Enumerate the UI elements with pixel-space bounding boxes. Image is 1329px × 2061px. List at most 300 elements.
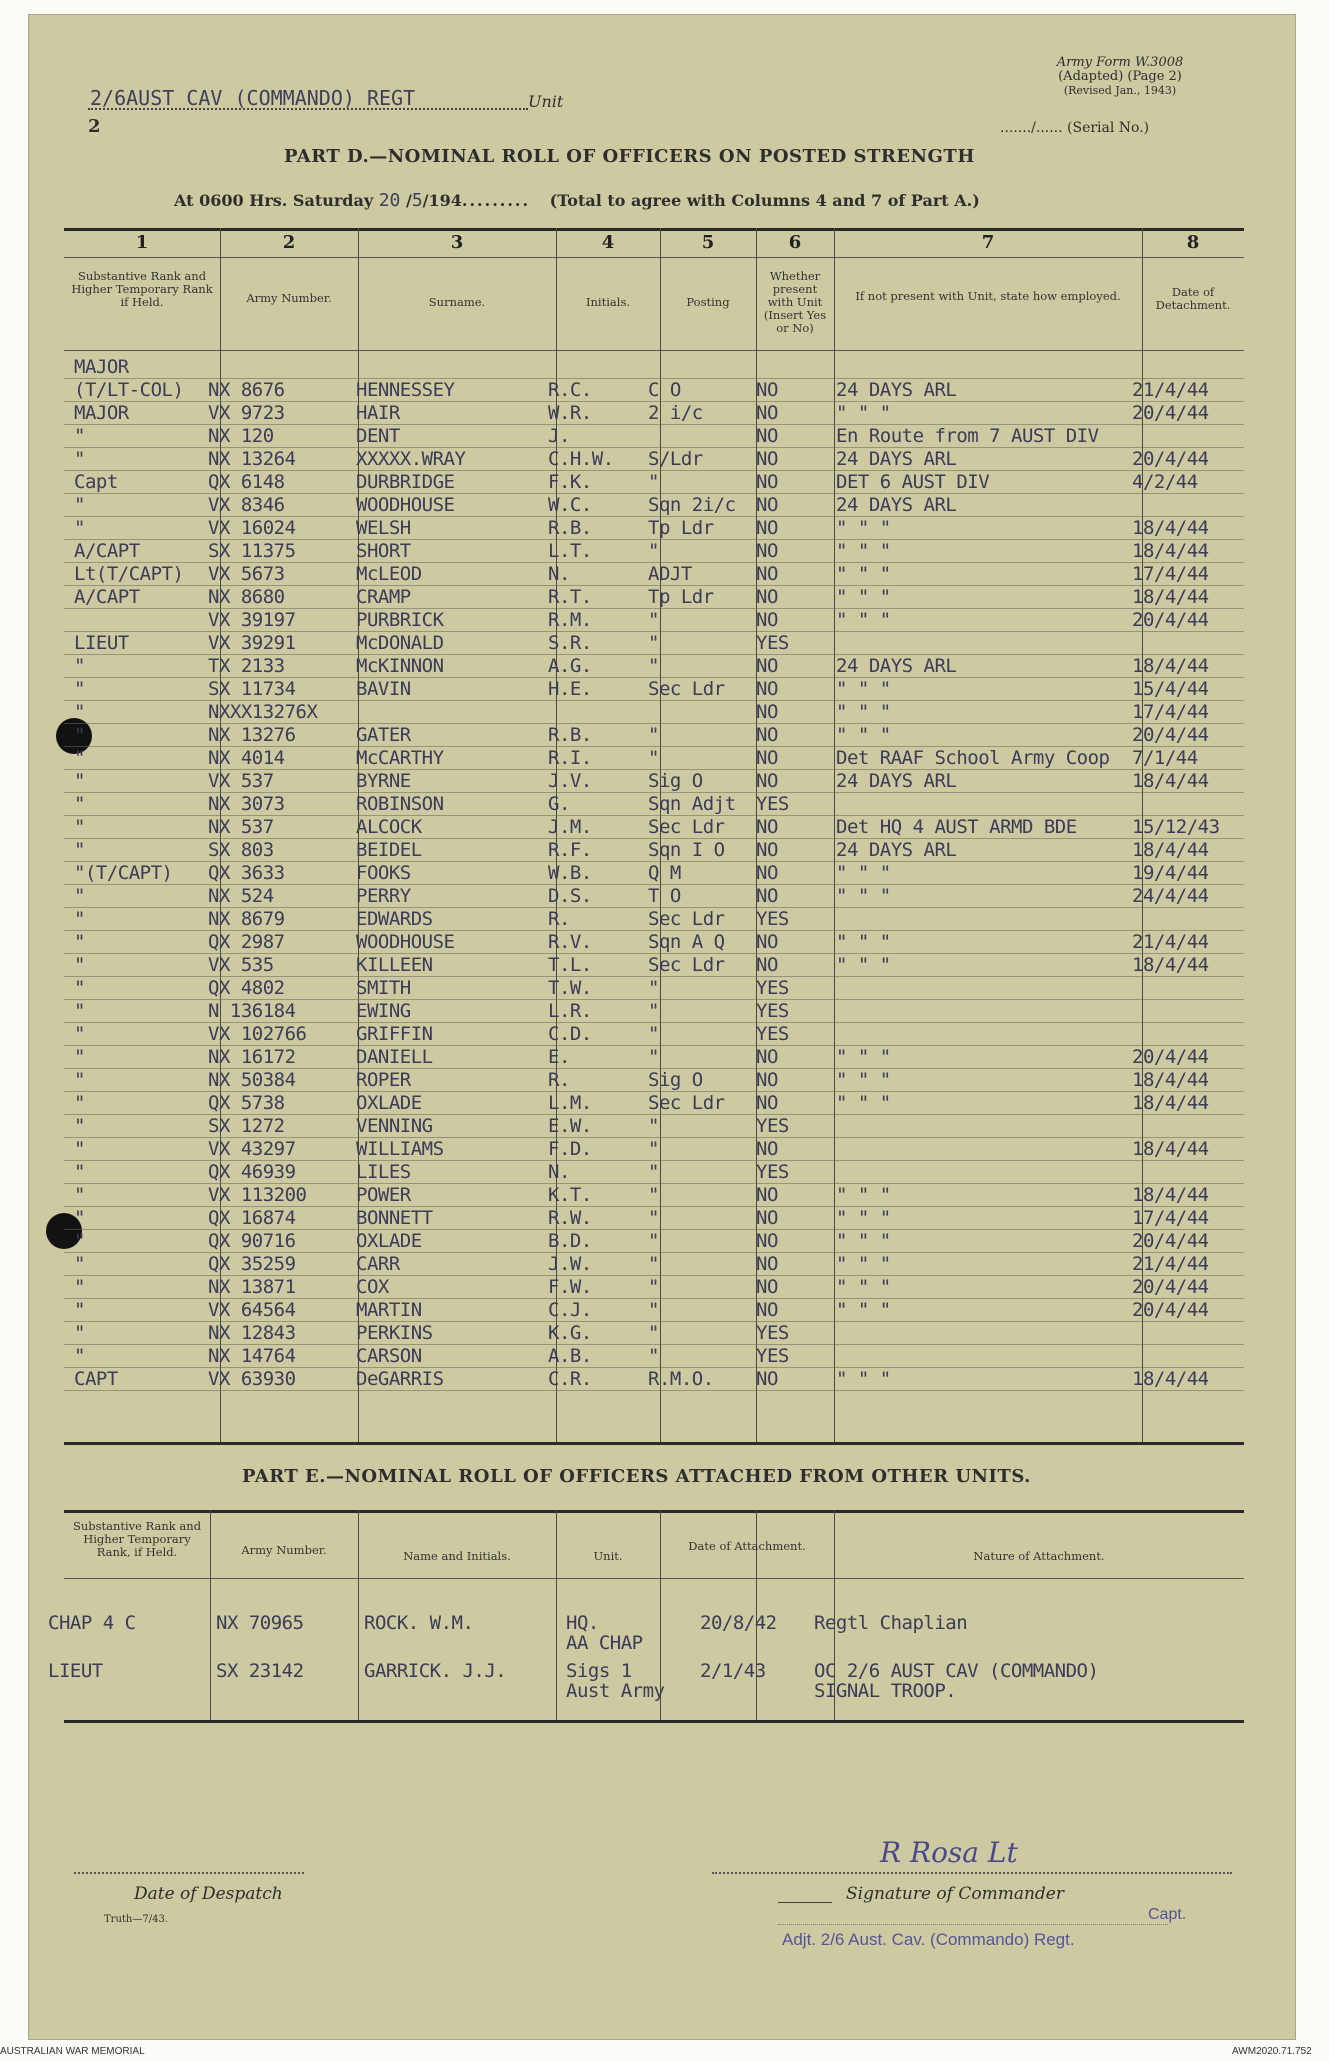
cell-surname: BONNETT — [356, 1207, 433, 1229]
column-number: 2 — [282, 232, 296, 253]
cell-surname: HENNESSEY — [356, 379, 455, 401]
cell-posting: " — [648, 655, 659, 677]
cell-date: 20/4/44 — [1132, 609, 1209, 631]
cell-posting: ADJT — [648, 563, 692, 585]
part-e-column-header: Name and Initials. — [403, 1549, 511, 1563]
cell-present: NO — [756, 402, 778, 424]
part-e-column-header: Date of Attachment. — [688, 1539, 806, 1553]
cell-initials: F.D. — [548, 1138, 592, 1160]
table-row — [0, 563, 1300, 585]
cell-date: 18/4/44 — [1132, 1069, 1209, 1091]
cell-initials: C.D. — [548, 1023, 592, 1045]
part-e-cell-nature: OC 2/6 AUST CAV (COMMANDO) — [814, 1660, 1099, 1682]
cell-initials: W.C. — [548, 494, 592, 516]
cell-present: YES — [756, 1115, 789, 1137]
cell-posting: Sqn A Q — [648, 931, 725, 953]
cell-date: 18/4/44 — [1132, 540, 1209, 562]
cell-employed: " " " — [836, 1069, 891, 1091]
cell-present: NO — [756, 747, 778, 769]
cell-rank: " — [74, 1345, 85, 1367]
cell-number: NX 13871 — [208, 1276, 296, 1298]
cell-date: 17/4/44 — [1132, 1207, 1209, 1229]
cell-number: NX 8679 — [208, 908, 285, 930]
cell-present: NO — [756, 1207, 778, 1229]
cell-rank: " — [74, 678, 85, 700]
table-row — [0, 609, 1300, 631]
cell-posting: T O — [648, 885, 681, 907]
cell-present: NO — [756, 540, 778, 562]
table-row — [0, 1023, 1300, 1045]
cell-surname: SMITH — [356, 977, 411, 999]
part-e-cell-nature2: SIGNAL TROOP. — [814, 1680, 957, 1702]
cell-rank: Lt(T/CAPT) — [74, 563, 184, 585]
cell-surname: HAIR — [356, 402, 400, 424]
table-row — [0, 402, 1300, 424]
cell-present: NO — [756, 494, 778, 516]
cell-date: 18/4/44 — [1132, 954, 1209, 976]
cell-number: NX 3073 — [208, 793, 285, 815]
cell-initials: C.J. — [548, 1299, 592, 1321]
cell-rank: " — [74, 1276, 85, 1298]
cell-posting: " — [648, 1299, 659, 1321]
cell-number: NX 50384 — [208, 1069, 296, 1091]
column-header: Army Number. — [246, 291, 332, 305]
form-id — [1000, 56, 1240, 98]
stamp-dotted-line — [778, 1924, 1168, 1925]
cell-present: NO — [756, 379, 778, 401]
cell-rank: " — [74, 908, 85, 930]
cell-employed: " " " — [836, 517, 891, 539]
cell-present: NO — [756, 1276, 778, 1298]
cell-posting: S/Ldr — [648, 448, 703, 470]
cell-number: NX 14764 — [208, 1345, 296, 1367]
cell-present: NO — [756, 770, 778, 792]
cell-posting: " — [648, 540, 659, 562]
cell-initials: G. — [548, 793, 570, 815]
cell-number: QX 5738 — [208, 1092, 285, 1114]
cell-number: VX 535 — [208, 954, 274, 976]
cell-employed: " " " — [836, 540, 891, 562]
cell-surname: OXLADE — [356, 1230, 422, 1252]
cell-initials: R.B. — [548, 517, 592, 539]
table-row — [0, 931, 1300, 953]
cell-number: QX 3633 — [208, 862, 285, 884]
cell-initials: T.W. — [548, 977, 592, 999]
table-row — [0, 678, 1300, 700]
cell-posting: Sec Ldr — [648, 908, 725, 930]
cell-employed: " " " — [836, 1207, 891, 1229]
table-row — [0, 977, 1300, 999]
row-rule — [64, 1390, 1244, 1391]
part-e-bottom-rule — [64, 1720, 1244, 1723]
column-header: Surname. — [428, 295, 486, 309]
column-number: 8 — [1186, 232, 1200, 253]
cell-initials: B.D. — [548, 1230, 592, 1252]
part-e-title: PART E.—NOMINAL ROLL OF OFFICERS ATTACHED FROM OTHER UNITS. — [242, 1466, 1031, 1487]
cell-posting: Tp Ldr — [648, 586, 714, 608]
cell-number: VX 102766 — [208, 1023, 307, 1045]
cell-date: 18/4/44 — [1132, 586, 1209, 608]
header-bottom-rule — [64, 350, 1244, 351]
cell-initials: L.T. — [548, 540, 592, 562]
part-e-cell-unit: HQ. — [566, 1612, 599, 1634]
signature-dotted-line — [712, 1872, 1232, 1874]
cell-present: NO — [756, 885, 778, 907]
table-row — [0, 1322, 1300, 1344]
cell-surname: GATER — [356, 724, 411, 746]
cell-surname: MARTIN — [356, 1299, 422, 1321]
cell-employed: 24 DAYS ARL — [836, 494, 957, 516]
cell-rank: MAJOR — [74, 356, 129, 378]
cell-posting: " — [648, 1345, 659, 1367]
cell-initials: K.T. — [548, 1184, 592, 1206]
table-row — [0, 1161, 1300, 1183]
cell-date: 20/4/44 — [1132, 1299, 1209, 1321]
cell-rank: " — [74, 1069, 85, 1091]
cell-date: 24/4/44 — [1132, 885, 1209, 907]
cell-initials: C.H.W. — [548, 448, 614, 470]
part-e-cell-number: NX 70965 — [216, 1612, 304, 1634]
cell-initials: W.B. — [548, 862, 592, 884]
cell-surname: EDWARDS — [356, 908, 433, 930]
cell-number: NXXX13276X — [208, 701, 318, 723]
cell-surname: DANIELL — [356, 1046, 433, 1068]
cell-number: NX 120 — [208, 425, 274, 447]
cell-present: YES — [756, 793, 789, 815]
cell-employed: 24 DAYS ARL — [836, 839, 957, 861]
cell-date: 20/4/44 — [1132, 724, 1209, 746]
part-e-cell-number: SX 23142 — [216, 1660, 304, 1682]
cell-posting: Sec Ldr — [648, 816, 725, 838]
cell-number: NX 537 — [208, 816, 274, 838]
part-e-cell-unit2: Aust Army — [566, 1680, 665, 1702]
cell-number: QX 16874 — [208, 1207, 296, 1229]
cell-present: NO — [756, 816, 778, 838]
table-row — [0, 356, 1300, 378]
cell-present: NO — [756, 425, 778, 447]
cell-present: YES — [756, 908, 789, 930]
cell-surname: BYRNE — [356, 770, 411, 792]
table-row — [0, 954, 1300, 976]
cell-rank: " — [74, 517, 85, 539]
date-line: At 0600 Hrs. Saturday 20 /5/194......... (Total to agree with Columns 4 and 7 of Part A.) — [174, 190, 980, 211]
cell-surname: McCARTHY — [356, 747, 444, 769]
cell-number: NX 8676 — [208, 379, 285, 401]
table-row — [0, 471, 1300, 493]
cell-present: NO — [756, 1253, 778, 1275]
cell-present: NO — [756, 471, 778, 493]
table-row — [0, 540, 1300, 562]
column-number: 1 — [135, 232, 149, 253]
cell-number: TX 2133 — [208, 655, 285, 677]
cell-date: 18/4/44 — [1132, 839, 1209, 861]
date-day: 20 — [378, 190, 401, 211]
cell-present: NO — [756, 1184, 778, 1206]
cell-surname: DURBRIDGE — [356, 471, 455, 493]
cell-rank: " — [74, 793, 85, 815]
cell-surname: PERRY — [356, 885, 411, 907]
cell-surname: POWER — [356, 1184, 411, 1206]
table-row — [0, 1207, 1300, 1229]
part-e-header-rule — [64, 1578, 1244, 1579]
table-row — [0, 1345, 1300, 1367]
cell-number: NX 4014 — [208, 747, 285, 769]
cell-initials: J. — [548, 425, 570, 447]
cell-date: 18/4/44 — [1132, 655, 1209, 677]
cell-surname: McKINNON — [356, 655, 444, 677]
cell-surname: ROPER — [356, 1069, 411, 1091]
cell-number: QX 6148 — [208, 471, 285, 493]
column-header: Date of Detachment. — [1155, 285, 1231, 312]
cell-present: NO — [756, 586, 778, 608]
date-despatch-label: Date of Despatch — [134, 1884, 283, 1904]
cell-surname: WOODHOUSE — [356, 931, 455, 953]
cell-number: QX 35259 — [208, 1253, 296, 1275]
cell-initials: R.M. — [548, 609, 592, 631]
cell-rank: " — [74, 1299, 85, 1321]
cell-surname: CARSON — [356, 1345, 422, 1367]
cell-posting: Tp Ldr — [648, 517, 714, 539]
cell-initials: J.W. — [548, 1253, 592, 1275]
cell-posting: Sqn I O — [648, 839, 725, 861]
part-e-cell-rank: CHAP 4 C — [48, 1612, 136, 1634]
cell-number: QX 2987 — [208, 931, 285, 953]
cell-date: 20/4/44 — [1132, 1276, 1209, 1298]
part-e-top-rule — [64, 1510, 1244, 1513]
cell-employed: " " " — [836, 724, 891, 746]
cell-employed: " " " — [836, 1230, 891, 1252]
cell-employed: " " " — [836, 1299, 891, 1321]
cell-date: 18/4/44 — [1132, 1138, 1209, 1160]
cell-employed: 24 DAYS ARL — [836, 379, 957, 401]
cell-rank: " — [74, 1253, 85, 1275]
cell-number: SX 803 — [208, 839, 274, 861]
cell-posting: " — [648, 724, 659, 746]
cell-date: 17/4/44 — [1132, 563, 1209, 585]
cell-initials: R.W. — [548, 1207, 592, 1229]
cell-employed: " " " — [836, 931, 891, 953]
cell-present: NO — [756, 563, 778, 585]
cell-surname: WELSH — [356, 517, 411, 539]
cell-present: NO — [756, 1046, 778, 1068]
cell-number: VX 16024 — [208, 517, 296, 539]
cell-date: 7/1/44 — [1132, 747, 1198, 769]
cell-present: NO — [756, 1092, 778, 1114]
cell-employed: " " " — [836, 701, 891, 723]
cell-surname: KILLEEN — [356, 954, 433, 976]
colnum-rule — [64, 257, 1244, 258]
cell-rank: " — [74, 931, 85, 953]
cell-employed: " " " — [836, 1368, 891, 1390]
cell-rank: " — [74, 724, 85, 746]
cell-rank: " — [74, 1138, 85, 1160]
cell-rank: " — [74, 770, 85, 792]
cell-date: 18/4/44 — [1132, 1092, 1209, 1114]
cell-rank: " — [74, 816, 85, 838]
cell-employed: 24 DAYS ARL — [836, 448, 957, 470]
cell-rank: " — [74, 1046, 85, 1068]
unit-label: Unit — [528, 92, 564, 111]
cell-rank: " — [74, 1322, 85, 1344]
cell-initials: N. — [548, 1161, 570, 1183]
column-number: 4 — [601, 232, 615, 253]
cell-present: NO — [756, 1138, 778, 1160]
signature-label: Signature of Commander — [846, 1884, 1064, 1904]
cell-posting: " — [648, 1000, 659, 1022]
table-row — [0, 724, 1300, 746]
part-e-cell-unit2: AA CHAP — [566, 1632, 643, 1654]
table-row — [0, 1299, 1300, 1321]
archive-credit: AUSTRALIAN WAR MEMORIAL — [0, 2046, 145, 2057]
cell-rank: " — [74, 1161, 85, 1183]
cell-date: 20/4/44 — [1132, 402, 1209, 424]
part-e-row — [0, 1612, 1300, 1654]
cell-initials: J.V. — [548, 770, 592, 792]
table-row — [0, 425, 1300, 447]
cell-date: 4/2/44 — [1132, 471, 1198, 493]
cell-rank: " — [74, 701, 85, 723]
cell-rank: " — [74, 1023, 85, 1045]
cell-number: NX 12843 — [208, 1322, 296, 1344]
cell-initials: R.B. — [548, 724, 592, 746]
cell-present: NO — [756, 954, 778, 976]
column-header: If not present with Unit, state how employed. — [855, 289, 1121, 303]
cell-surname: CARR — [356, 1253, 400, 1275]
cell-present: NO — [756, 1069, 778, 1091]
cell-present: YES — [756, 1023, 789, 1045]
cell-posting: R.M.O. — [648, 1368, 714, 1390]
cell-rank: " — [74, 1092, 85, 1114]
table-row — [0, 1184, 1300, 1206]
cell-surname: COX — [356, 1276, 389, 1298]
cell-initials: A.G. — [548, 655, 592, 677]
part-e-cell-nature: Regtl Chaplian — [814, 1612, 968, 1634]
cell-present: NO — [756, 609, 778, 631]
cell-employed: " " " — [836, 586, 891, 608]
table-row — [0, 885, 1300, 907]
cell-rank: " — [74, 1115, 85, 1137]
cell-present: NO — [756, 448, 778, 470]
cell-posting: Sec Ldr — [648, 678, 725, 700]
cell-posting: " — [648, 632, 659, 654]
cell-surname: McDONALD — [356, 632, 444, 654]
cell-surname: CRAMP — [356, 586, 411, 608]
table-row — [0, 517, 1300, 539]
cell-rank: " — [74, 1000, 85, 1022]
table-row — [0, 1000, 1300, 1022]
part-e-cell-name: GARRICK. J.J. — [364, 1660, 507, 1682]
cell-date: 18/4/44 — [1132, 770, 1209, 792]
cell-present: YES — [756, 1161, 789, 1183]
cell-present: NO — [756, 1230, 778, 1252]
cell-number: NX 16172 — [208, 1046, 296, 1068]
cell-present: YES — [756, 977, 789, 999]
adjt-stamp: Adjt. 2/6 Aust. Cav. (Commando) Regt. — [782, 1930, 1075, 1949]
cell-surname: PERKINS — [356, 1322, 433, 1344]
cell-initials: D.S. — [548, 885, 592, 907]
cell-initials: J.M. — [548, 816, 592, 838]
cell-number: VX 5673 — [208, 563, 285, 585]
capt-stamp: Capt. — [1148, 1906, 1187, 1923]
part-e-column-header: Nature of Attachment. — [973, 1549, 1105, 1563]
column-header: Initials. — [585, 295, 631, 309]
table-row — [0, 701, 1300, 723]
cell-number: NX 524 — [208, 885, 274, 907]
column-number: 3 — [450, 232, 464, 253]
cell-date: 20/4/44 — [1132, 1046, 1209, 1068]
cell-rank: Capt — [74, 471, 118, 493]
cell-present: NO — [756, 701, 778, 723]
table-row — [0, 1253, 1300, 1275]
cell-surname: XXXXX.WRAY — [356, 448, 466, 470]
cell-initials: N. — [548, 563, 570, 585]
table-row — [0, 862, 1300, 884]
cell-surname: BEIDEL — [356, 839, 422, 861]
cell-posting: " — [648, 1230, 659, 1252]
cell-initials: F.K. — [548, 471, 592, 493]
part-e-cell-rank: LIEUT — [48, 1660, 103, 1682]
table-row — [0, 1069, 1300, 1091]
cell-initials: R.F. — [548, 839, 592, 861]
archive-id: AWM2020.71.752 — [1232, 2046, 1312, 2057]
cell-rank: LIEUT — [74, 632, 129, 654]
table-row — [0, 1115, 1300, 1137]
cell-initials: K.G. — [548, 1322, 592, 1344]
cell-rank: " — [74, 1230, 85, 1252]
table-row — [0, 1276, 1300, 1298]
cell-number: VX 39291 — [208, 632, 296, 654]
cell-present: NO — [756, 655, 778, 677]
cell-initials: C.R. — [548, 1368, 592, 1390]
cell-number: VX 63930 — [208, 1368, 296, 1390]
cell-date: 21/4/44 — [1132, 931, 1209, 953]
date-year: /194 — [422, 191, 462, 210]
column-header: Posting — [686, 295, 730, 309]
cell-number: VX 8346 — [208, 494, 285, 516]
cell-initials: R. — [548, 908, 570, 930]
cell-initials: L.M. — [548, 1092, 592, 1114]
cell-surname: ALCOCK — [356, 816, 422, 838]
cell-initials: F.W. — [548, 1276, 592, 1298]
cell-initials: A.B. — [548, 1345, 592, 1367]
cell-posting: " — [648, 1046, 659, 1068]
cell-surname: VENNING — [356, 1115, 433, 1137]
cell-rank: " — [74, 954, 85, 976]
cell-rank: " — [74, 1207, 85, 1229]
date-prefix: At 0600 Hrs. Saturday — [174, 191, 374, 210]
cell-posting: " — [648, 977, 659, 999]
cell-employed: " " " — [836, 1046, 891, 1068]
cell-initials: R.I. — [548, 747, 592, 769]
cell-initials: T.L. — [548, 954, 592, 976]
cell-initials: R.T. — [548, 586, 592, 608]
table-row — [0, 793, 1300, 815]
cell-posting: " — [648, 1322, 659, 1344]
table-bottom-rule — [64, 1442, 1244, 1445]
cell-rank: " — [74, 839, 85, 861]
cell-rank: " — [74, 747, 85, 769]
cell-rank: "(T/CAPT) — [74, 862, 173, 884]
total-note: (Total to agree with Columns 4 and 7 of Part A.) — [549, 191, 980, 210]
part-e-cell-unit: Sigs 1 — [566, 1660, 632, 1682]
cell-number: NX 8680 — [208, 586, 285, 608]
table-row — [0, 632, 1300, 654]
page-number: 2 — [88, 116, 101, 137]
cell-employed: " " " — [836, 402, 891, 424]
part-e-column-header: Substantive Rank and Higher Temporary Rank, if Held. — [72, 1519, 202, 1559]
cell-posting: Sec Ldr — [648, 954, 725, 976]
cell-rank: A/CAPT — [74, 540, 140, 562]
